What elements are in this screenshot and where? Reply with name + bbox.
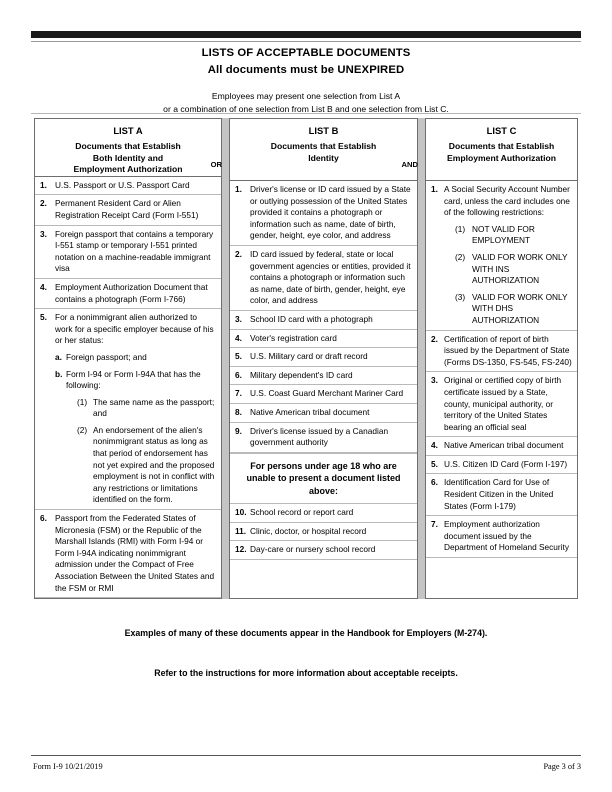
item-number: 1.	[235, 184, 242, 194]
item-text: Driver's license or ID card issued by a State or outlying possession of the United States provided it contains a photograph or information such as name, date of birth, gender, height, eye color, and address	[250, 184, 411, 241]
item-text: School record or report card	[250, 507, 354, 518]
item-text: U.S. Citizen ID Card (Form I-197)	[444, 458, 568, 469]
item-number: 10.	[235, 507, 247, 518]
item-text: Military dependent's ID card	[250, 369, 353, 380]
sub-sub-item	[66, 397, 216, 420]
sub-sub-item-text: The same name as the passport; and	[93, 396, 215, 419]
item-number: 12.	[235, 544, 247, 555]
list-c-filler	[426, 558, 577, 598]
item-text: Foreign passport that contains a temporary I-551 stamp or temporary I-551 printed notation on a machine-readable immigrant visa	[55, 228, 214, 274]
list-b-column	[229, 118, 418, 599]
item-text: Passport from the Federated States of Micronesia (FSM) or the Republic of the Marshall Islands (RMI) with Form I-94 or Form I-94A indicating nonimmigrant admission under the Compact of Free Association Between the United States and the FSM or RMI	[55, 513, 215, 593]
sub-item-label: b.	[55, 368, 63, 379]
item-number: 5.	[40, 312, 47, 323]
title-block	[31, 46, 581, 115]
item-text: Identification Card for Use of Resident Citizen in the United States (Form I-179)	[444, 477, 554, 511]
item-number: 11.	[235, 525, 247, 536]
list-item	[230, 541, 417, 560]
list-item	[230, 311, 417, 330]
list-a-header	[34, 118, 222, 176]
item-number: 1.	[40, 179, 47, 190]
item-text: Native American tribal document	[444, 440, 564, 451]
list-c-desc-2: Employment Authorization	[446, 152, 556, 163]
item-number: 5.	[431, 458, 438, 469]
top-black-bar	[31, 31, 581, 38]
sub-sub-item-label: (1)	[77, 396, 88, 407]
page-title: LISTS OF ACCEPTABLE DOCUMENTS	[201, 47, 411, 59]
list-item	[35, 177, 221, 196]
list-item	[230, 348, 417, 367]
list-item	[230, 367, 417, 386]
list-a-name: LIST A	[113, 125, 143, 136]
list-a-desc-2: Both Identity and	[92, 152, 164, 163]
intro-divider-rule	[31, 113, 581, 114]
item-text: Certification of report of birth issued by the Department of State (Forms DS-1350, FS-545, FS-240)	[444, 333, 572, 367]
restriction-item	[444, 224, 572, 247]
page-subtitle: All documents must be UNEXPIRED	[207, 64, 405, 76]
list-item	[230, 504, 417, 523]
item-number: 7.	[431, 519, 438, 530]
item-number: 3.	[235, 313, 242, 324]
restriction-text: NOT VALID FOR EMPLOYMENT	[472, 223, 535, 246]
list-item	[230, 523, 417, 542]
list-item	[35, 309, 221, 510]
list-item	[230, 181, 417, 246]
list-b-filler	[230, 560, 417, 598]
restriction-item	[444, 292, 572, 327]
acceptable-documents-table	[34, 118, 578, 599]
list-item	[230, 423, 417, 453]
item-number: 6.	[235, 369, 242, 380]
sub-item	[55, 352, 216, 364]
minors-note: For persons under age 18 who are unable to present a document listed above:	[230, 453, 417, 505]
item-number: 5.	[235, 351, 242, 362]
list-item	[426, 516, 577, 558]
top-divider-rule	[31, 41, 581, 42]
list-item	[230, 246, 417, 311]
item-number: 3.	[40, 228, 47, 239]
list-c-header	[425, 118, 578, 180]
item-number: 7.	[235, 388, 242, 399]
list-b-name: LIST B	[308, 125, 339, 136]
item-number: 8.	[235, 406, 242, 417]
list-item	[426, 474, 577, 516]
item-number: 9.	[235, 425, 242, 436]
form-id-footer: Form I-9 10/21/2019	[33, 762, 103, 771]
item-number: 6.	[40, 513, 47, 524]
intro-line-1: Employees may present one selection from List A	[211, 91, 401, 101]
list-b-body	[229, 180, 418, 599]
restriction-text: VALID FOR WORK ONLY WITH INS AUTHORIZATION	[472, 251, 568, 286]
restriction-item	[444, 252, 572, 287]
item-text: For a nonimmigrant alien authorized to work for a specific employer because of his or her status:	[55, 312, 214, 346]
list-item	[35, 279, 221, 309]
item-text: Day-care or nursery school record	[250, 544, 376, 555]
item-text: A Social Security Account Number card, unless the card includes one of the following restrictions:	[444, 184, 570, 218]
item-number: 6.	[431, 477, 438, 488]
list-c-desc-1: Documents that Establish	[448, 141, 555, 151]
list-item	[426, 372, 577, 437]
item-number: 2.	[40, 198, 47, 209]
or-connector-gutter	[210, 118, 229, 599]
list-c-name: LIST C	[486, 125, 517, 136]
list-item	[35, 510, 221, 598]
list-a-desc-1: Documents that Establish	[75, 141, 181, 151]
item-text: Clinic, doctor, or hospital record	[250, 525, 367, 536]
sub-sub-item-label: (2)	[77, 424, 88, 435]
restriction-label: (2)	[455, 251, 466, 262]
list-item	[35, 226, 221, 279]
item-number: 4.	[431, 440, 438, 451]
intro-text	[31, 90, 581, 115]
list-b-desc-1: Documents that Establish	[270, 141, 377, 151]
item-number: 4.	[40, 281, 47, 292]
restriction-label: (3)	[455, 291, 466, 302]
restriction-label: (1)	[455, 223, 466, 234]
item-text: ID card issued by federal, state or local government agencies or entities, provided it contains a photograph or information such as name, date of birth, gender, height, eye color, and address	[250, 248, 411, 306]
sub-sub-item	[66, 425, 216, 506]
list-item	[426, 181, 577, 331]
list-item	[426, 331, 577, 373]
list-c-body	[425, 180, 578, 599]
item-text: Voter's registration card	[250, 332, 337, 343]
list-b-desc-2: Identity	[308, 152, 339, 163]
receipts-note: Refer to the instructions for more information about acceptable receipts.	[154, 668, 458, 678]
list-item	[230, 385, 417, 404]
item-text: Employment Authorization Document that contains a photograph (Form I-766)	[55, 281, 208, 304]
item-number: 2.	[431, 333, 438, 344]
list-a-column	[34, 118, 222, 599]
and-label: AND	[401, 160, 418, 169]
list-item	[230, 330, 417, 349]
item-number: 4.	[235, 332, 242, 343]
item-number: 1.	[431, 184, 438, 194]
list-item	[426, 456, 577, 475]
sub-item-label: a.	[55, 351, 62, 362]
item-text: Employment authorization document issued by the Department of Homeland Security	[444, 519, 569, 553]
list-a-desc-3: Employment Authorization	[73, 164, 183, 175]
item-number: 3.	[431, 375, 438, 386]
item-text: Driver's license issued by a Canadian government authority	[250, 425, 389, 448]
list-b-header	[229, 118, 418, 180]
list-a-body	[34, 176, 222, 599]
sub-sub-item-text: An endorsement of the alien's nonimmigrant status as long as that period of endorsement has not yet expired and the proposed employment is not in conflict with any restrictions or limitations identified on the form.	[93, 424, 215, 505]
list-item	[426, 437, 577, 456]
sub-item-text: Foreign passport; and	[66, 351, 147, 362]
handbook-note: Examples of many of these documents appear in the Handbook for Employers (M-274).	[124, 628, 488, 638]
item-text: Native American tribal document	[250, 406, 370, 417]
item-number: 2.	[235, 248, 242, 259]
list-item	[35, 195, 221, 225]
page-number-footer: Page 3 of 3	[543, 762, 581, 771]
list-item	[230, 404, 417, 423]
restriction-text: VALID FOR WORK ONLY WITH DHS AUTHORIZATION	[472, 291, 568, 325]
item-text: U.S. Passport or U.S. Passport Card	[55, 179, 190, 190]
sub-item-text: Form I-94 or Form I-94A that has the following:	[66, 368, 201, 391]
footer-divider-rule	[31, 755, 581, 756]
or-label: OR	[210, 160, 222, 169]
list-c-column	[425, 118, 578, 599]
sub-item	[55, 369, 216, 507]
item-text: U.S. Coast Guard Merchant Mariner Card	[250, 388, 404, 399]
intro-line-2: or a combination of one selection from List B and one selection from List C.	[163, 103, 449, 114]
item-text: Original or certified copy of birth certificate issued by a State, county, municipal authority, or territory of the United States bearing an official seal	[444, 375, 562, 432]
item-text: U.S. Military card or draft record	[250, 351, 368, 362]
item-text: Permanent Resident Card or Alien Registration Receipt Card (Form I-551)	[55, 198, 199, 220]
and-connector-gutter	[401, 118, 425, 599]
item-text: School ID card with a photograph	[250, 313, 373, 324]
